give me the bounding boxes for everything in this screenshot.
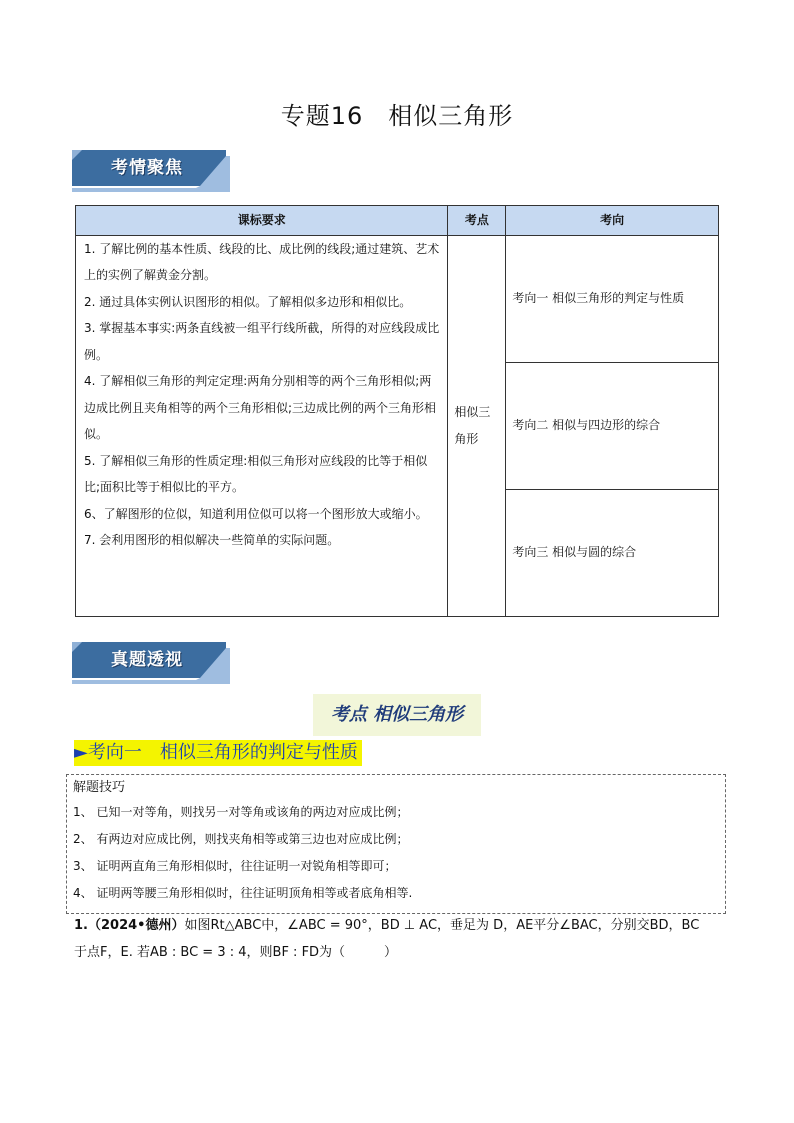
header-direction: 考向 (506, 206, 719, 236)
direction-cell-3: 考向三 相似与圆的综合 (506, 489, 719, 616)
point-cell: 相似三角形 (448, 235, 506, 616)
header-requirements: 课标要求 (76, 206, 448, 236)
requirement-item: 7. 会利用图形的相似解决一些简单的实际问题。 (84, 533, 340, 547)
requirement-item: 2. 通过具体实例认识图形的相似。了解相似多边形和相似比。 (84, 294, 412, 309)
question-1 (74, 912, 724, 966)
banner-label: 考情聚焦 (111, 158, 183, 178)
tip-item: 1、 已知一对等角，则找另一对等角或该角的两边对应成比例； (73, 805, 409, 819)
question-text-line1: 如图Rt△ABC中，∠ABC = 90°，BD ⊥ AC，垂足为 D，AE平分∠BAC，分别交BD，BC (184, 918, 700, 933)
tips-title: 解题技巧 (73, 780, 126, 795)
section-banner-focus (72, 150, 230, 192)
question-number: 1. (74, 918, 88, 933)
header-point: 考点 (448, 206, 506, 236)
section-banner-exam (72, 642, 230, 684)
curriculum-table (75, 205, 719, 617)
tip-item: 3、 证明两直角三角形相似时，往往证明一对锐角相等即可； (73, 859, 397, 873)
topic-subheading: 考点 相似三角形 (313, 694, 481, 736)
tip-item: 4、 证明两等腰三角形相似时，往往证明顶角相等或者底角相等. (73, 886, 413, 900)
question-source: （2024•德州） (87, 918, 185, 933)
requirement-item: 1. 了解比例的基本性质、线段的比、成比例的线段;通过建筑、艺术上的实例了解黄金分割。 (84, 241, 440, 282)
requirement-item: 5. 了解相似三角形的性质定理:相似三角形对应线段的比等于相似比;面积比等于相似比的平方。 (84, 453, 428, 494)
direction-cell-1: 考向一 相似三角形的判定与性质 (506, 235, 719, 362)
direction-heading: ►考向一 相似三角形的判定与性质 (74, 740, 362, 766)
direction-cell-2: 考向二 相似与四边形的综合 (506, 362, 719, 489)
requirement-item: 3. 掌握基本事实:两条直线被一组平行线所截，所得的对应线段成比例。 (84, 321, 440, 362)
table-row (76, 235, 719, 362)
requirements-cell (76, 235, 448, 616)
tips-box (66, 774, 726, 914)
question-text-line2: 于点F，E. 若AB : BC = 3 : 4，则BF : FD为（ ） (74, 945, 398, 960)
requirement-item: 4. 了解相似三角形的判定定理:两角分别相等的两个三角形相似;两边成比例且夹角相等的两个三角形相似;三边成比例的两个三角形相似。 (84, 374, 437, 441)
requirement-item: 6、了解图形的位似，知道利用位似可以将一个图形放大或缩小。 (84, 506, 428, 521)
table-header-row (76, 206, 719, 236)
tip-item: 2、 有两边对应成比例，则找夹角相等或第三边也对应成比例； (73, 832, 409, 846)
banner-label: 真题透视 (111, 650, 183, 670)
page-title: 专题16 相似三角形 (280, 102, 514, 130)
